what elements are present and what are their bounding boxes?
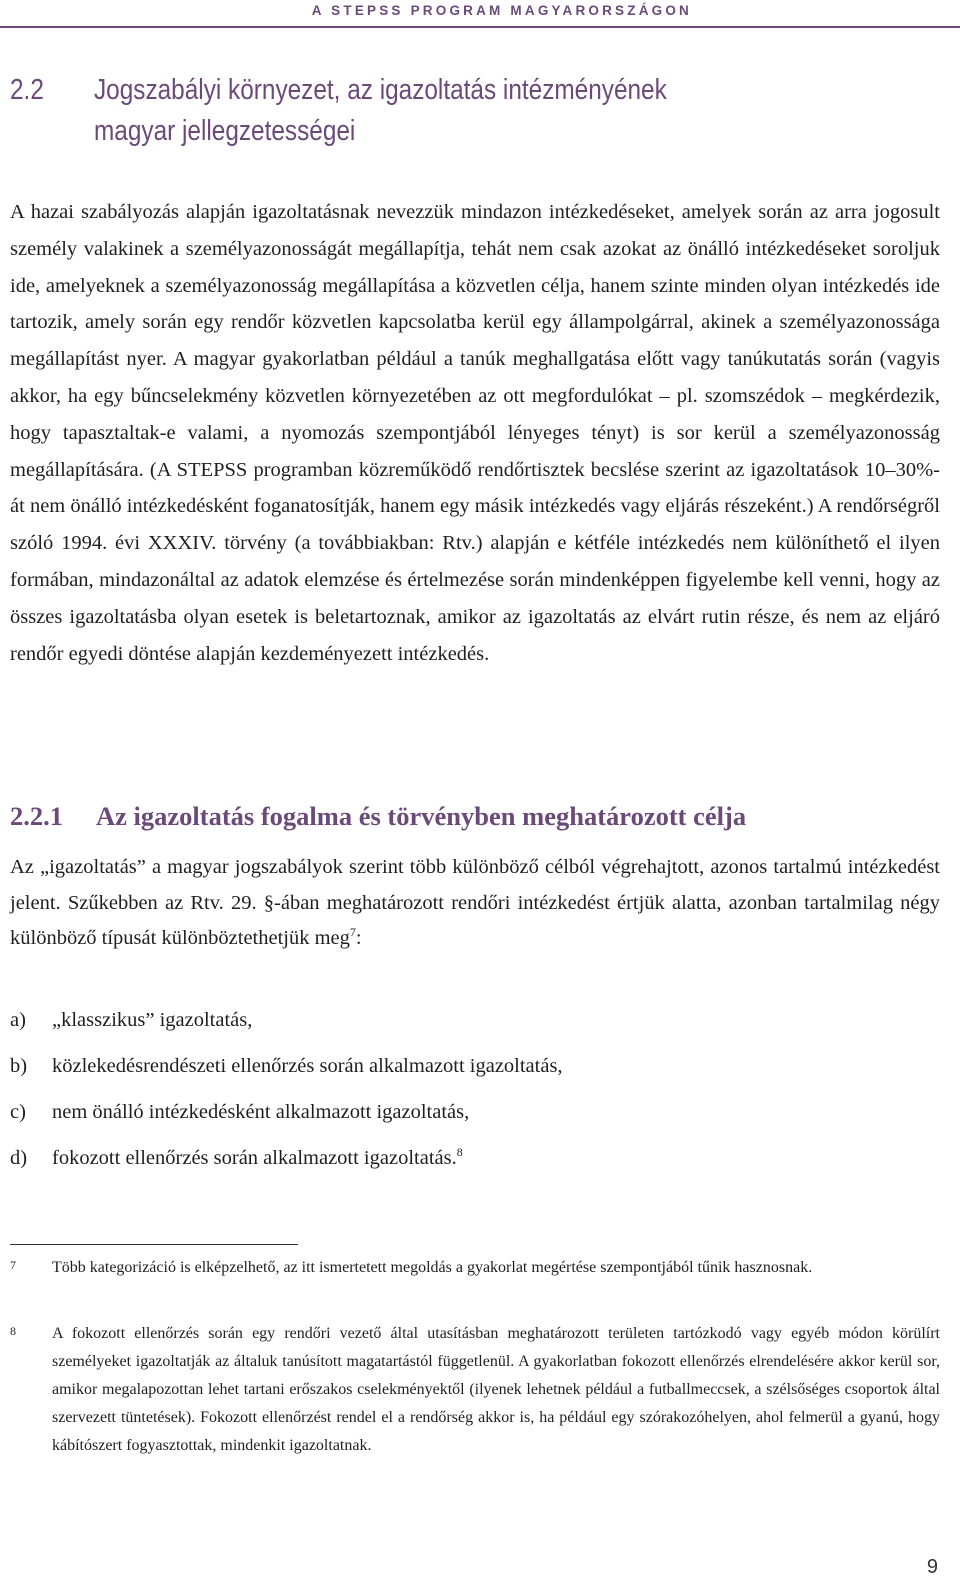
subsection-number: 2.2.1 xyxy=(10,801,63,831)
section-title: Jogszabályi környezet, az igazoltatás intézményének magyar jellegzetességei xyxy=(94,74,667,147)
footnote-divider xyxy=(10,1244,298,1245)
list-item xyxy=(10,1094,940,1140)
footnote-text: A fokozott ellenőrzés során egy rendőri vezető által utasításban meghatározott területen tartózkodó vagy egyéb módon körülírt személyeket igazoltatják az általuk tanúsított magatartástól függetlenül. A gyakorlatban fokozott ellenőrzés elrendelésére akkor kerül sor, amikor megalapozottan lehet tartani erőszakos cselekményektől (ilyenek lehetnek például a futballmeccsek, a szélsőséges csoportok által szervezett tüntetések). Fokozott ellenőrzést rendel el a rendőrség akkor is, ha például egy szórakozóhelyen, ahol felmerül a gyanú, hogy kábítószert fogyasztottak, mindenkit igazoltatnak. xyxy=(52,1325,940,1454)
section-number: 2.2 xyxy=(10,74,44,106)
body-paragraph-1: A hazai szabályozás alapján igazoltatásnak nevezzük mindazon intézkedéseket, amelyek során az arra jogosult személy valakinek a személyazonosságát megállapítja, tehát nem csak azokat az önálló intézkedéseket soroljuk ide, amelyeknek a személyazonosság megállapítása a közvetlen célja, hanem szinte minden olyan intézkedés ide tartozik, amely során egy rendőr közvetlen kapcsolatba kerül egy állampolgárral, akinek a személyazonossága megállapítást nyer. A magyar gyakorlatban például a tanúk meghallgatása előtt vagy tanúkutatás során (vagyis akkor, ha egy bűncselekmény közvetlen környezetében az ott megfordulókat – pl. szomszédok – megkérdezik, hogy tapasztaltak-e valami, a nyomozás szempontjából lényeges tényt) is sor kerül a személyazonosság megállapítására. (A STEPSS programban közreműködő rendőrtisztek becslése szerint az igazoltatások 10–30%-át nem önálló intézkedésként foganatosítják, hanem egy másik intézkedés vagy eljárás részeként.) A rendőrségről szóló 1994. évi XXXIV. törvény (a továbbiakban: Rtv.) alapján e kétféle intézkedés nem különíthető el ilyen formában, mindazonáltal az adatok elemzése és értelmezése során mindenképpen figyelembe kell venni, hogy az összes igazoltatásba olyan esetek is beletartoznak, amikor az igazoltatás az elvárt rutin része, és nem az eljáró rendőr egyedi döntése alapján kezdeményezett intézkedés. xyxy=(10,201,940,665)
footnote-number: 7 xyxy=(10,1258,16,1272)
list-marker: a) xyxy=(10,1009,26,1031)
list-item-text: fokozott ellenőrzés során alkalmazott igazoltatás. xyxy=(52,1147,457,1169)
subsection-title: Az igazoltatás fogalma és törvényben meghatározott célja xyxy=(96,801,747,831)
list-item xyxy=(10,1002,940,1048)
list-marker: d) xyxy=(10,1147,28,1169)
footnote-8 xyxy=(10,1320,940,1460)
list-marker: c) xyxy=(10,1101,26,1123)
running-header xyxy=(0,0,960,28)
list-item-text: „klasszikus” igazoltatás, xyxy=(52,1009,253,1031)
list-marker: b) xyxy=(10,1055,28,1077)
footnote-text: Több kategorizáció is elképzelhető, az itt ismertetett megoldás a gyakorlat megértése szempontjából tűnik hasznosnak. xyxy=(52,1259,813,1276)
list-item xyxy=(10,1048,940,1094)
paragraph-2-text: Az „igazoltatás” a magyar jogszabályok szerint több különböző célból végrehajtott, azonos tartalmú intézkedést jelent. Szűkebben az Rtv. 29. §-ában meghatározott rendőri intézkedést értjük alatta, azonban tartalmilag négy különböző típusát különböztethetjük meg xyxy=(10,856,940,950)
footnote-ref-7[interactable]: 7 xyxy=(349,925,356,940)
footnote-ref-8[interactable]: 8 xyxy=(456,1145,463,1159)
list-item-text: közlekedésrendészeti ellenőrzés során alkalmazott igazoltatás, xyxy=(52,1055,563,1077)
body-paragraph-2 xyxy=(10,850,940,957)
footnote-number: 8 xyxy=(10,1324,16,1338)
list-item-text-with-ref xyxy=(52,1140,463,1176)
footnote-7 xyxy=(10,1254,940,1282)
list-item xyxy=(10,1140,940,1186)
list-item-text: nem önálló intézkedésként alkalmazott igazoltatás, xyxy=(52,1101,470,1123)
section-heading xyxy=(10,70,699,152)
page-number: 9 xyxy=(926,1556,938,1578)
paragraph-2-end: : xyxy=(355,927,362,950)
type-list xyxy=(10,1002,940,1186)
subsection-heading xyxy=(10,798,746,834)
running-header-text: A STEPSS PROGRAM MAGYARORSZÁGON xyxy=(311,3,692,18)
